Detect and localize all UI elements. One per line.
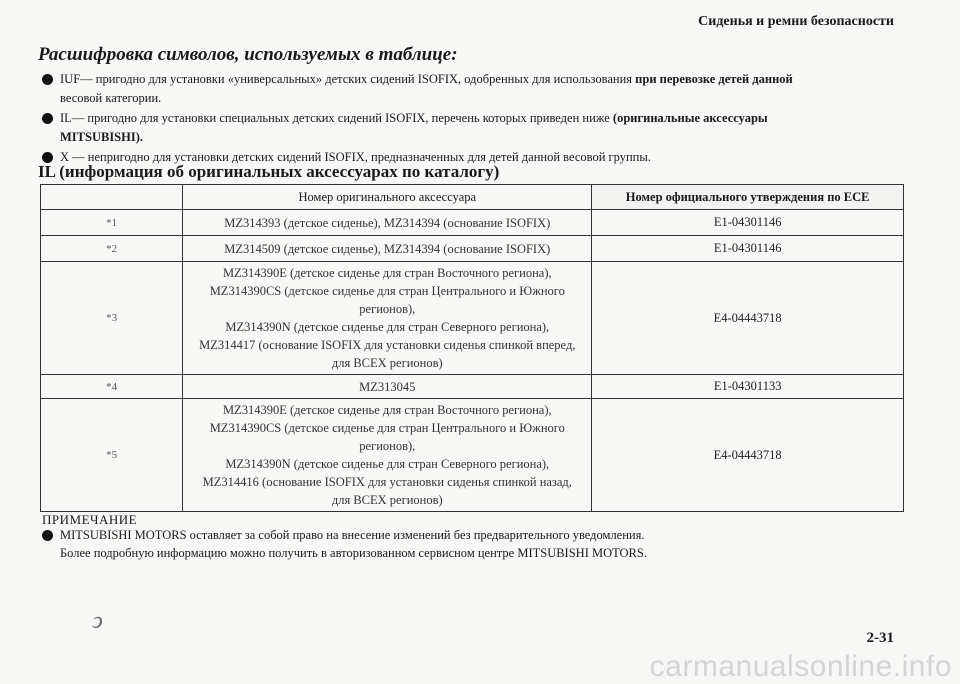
legend-tail: MITSUBISHI). [60,130,144,144]
table-row [41,236,904,262]
table-title: IL (информация об оригинальных аксессуарах по каталогу) [38,162,500,181]
row-mark: *1 [41,210,183,236]
row-mark: *4 [41,375,183,399]
row-approval: E4-04443718 [592,399,904,512]
legend-item-il [42,109,892,147]
table-header-row [41,185,904,210]
scribble-mark: ↄ [92,608,103,634]
legend-bold: (оригинальные аксессуары [612,111,768,125]
table-row [41,399,904,512]
row-part: MZ314509 (детское сиденье), MZ314394 (основание ISOFIX) [183,236,592,262]
table-row [41,262,904,375]
bullet-icon [42,113,53,124]
legend-item-iuf [42,70,892,108]
legend-bold: при перевозке детей данной [635,72,793,86]
table-row [41,210,904,236]
legend-list [42,70,892,168]
legend-text: IUF— пригодно для установки «универсальных» детских сидений ISOFIX, одобренных для использования [60,72,636,86]
row-approval: E1-04301146 [592,236,904,262]
row-part: MZ314393 (детское сиденье), MZ314394 (основание ISOFIX) [183,210,592,236]
row-mark: *5 [41,399,183,512]
legend-title: Расшифровка символов, используемых в таблице: [38,44,458,65]
note-line: MITSUBISHI MOTORS оставляет за собой право на внесение изменений без предварительного уведомления. [60,528,645,542]
legend-text: IL— пригодно для установки специальных детских сидений ISOFIX, перечень которых приведен ниже [60,111,613,125]
row-approval: E4-04443718 [592,262,904,375]
legend-text: X — непригодно для установки детских сидений ISOFIX, предназначенных для детей данной весовой группы. [60,150,651,164]
accessory-table [40,184,904,512]
row-approval: E1-04301133 [592,375,904,399]
table-row [41,375,904,399]
row-part: MZ314390E (детское сиденье для стран Восточного региона), MZ314390CS (детское сиденье для стран Центрального и Южного регионов), MZ314390N (детское сиденье для стран Северного региона), MZ314417 (основание ISOFIX для установки сиденья спинкой вперед, для BCEX регионов) [183,262,592,375]
row-part: MZ314390E (детское сиденье для стран Восточного региона), MZ314390CS (детское сиденье для стран Центрального и Южного регионов), MZ314390N (детское сиденье для стран Северного региона), MZ314416 (основание ISOFIX для установки сиденья спинкой назад, для BCEX регионов) [183,399,592,512]
row-mark: *3 [41,262,183,375]
watermark: carmanualsonline.info [649,650,952,683]
note-title: ПРИМЕЧАНИЕ [42,512,138,527]
row-mark: *2 [41,236,183,262]
running-header: Сиденья и ремни безопасности [698,14,894,29]
page-number: 2-31 [866,630,894,646]
bullet-icon [42,74,53,85]
note-item [42,526,892,562]
note-block [42,526,892,562]
header-mark [41,185,183,210]
row-approval: E1-04301146 [592,210,904,236]
row-part: MZ313045 [183,375,592,399]
bullet-icon [42,530,53,541]
legend-tail: весовой категории. [60,91,162,105]
header-approval: Номер официального утверждения по ЕСЕ [592,185,904,210]
note-line: Более подробную информацию можно получить в авторизованном сервисном центре MITSUBISHI MOTORS. [60,546,647,560]
header-part-number: Номер оригинального аксессуара [183,185,592,210]
